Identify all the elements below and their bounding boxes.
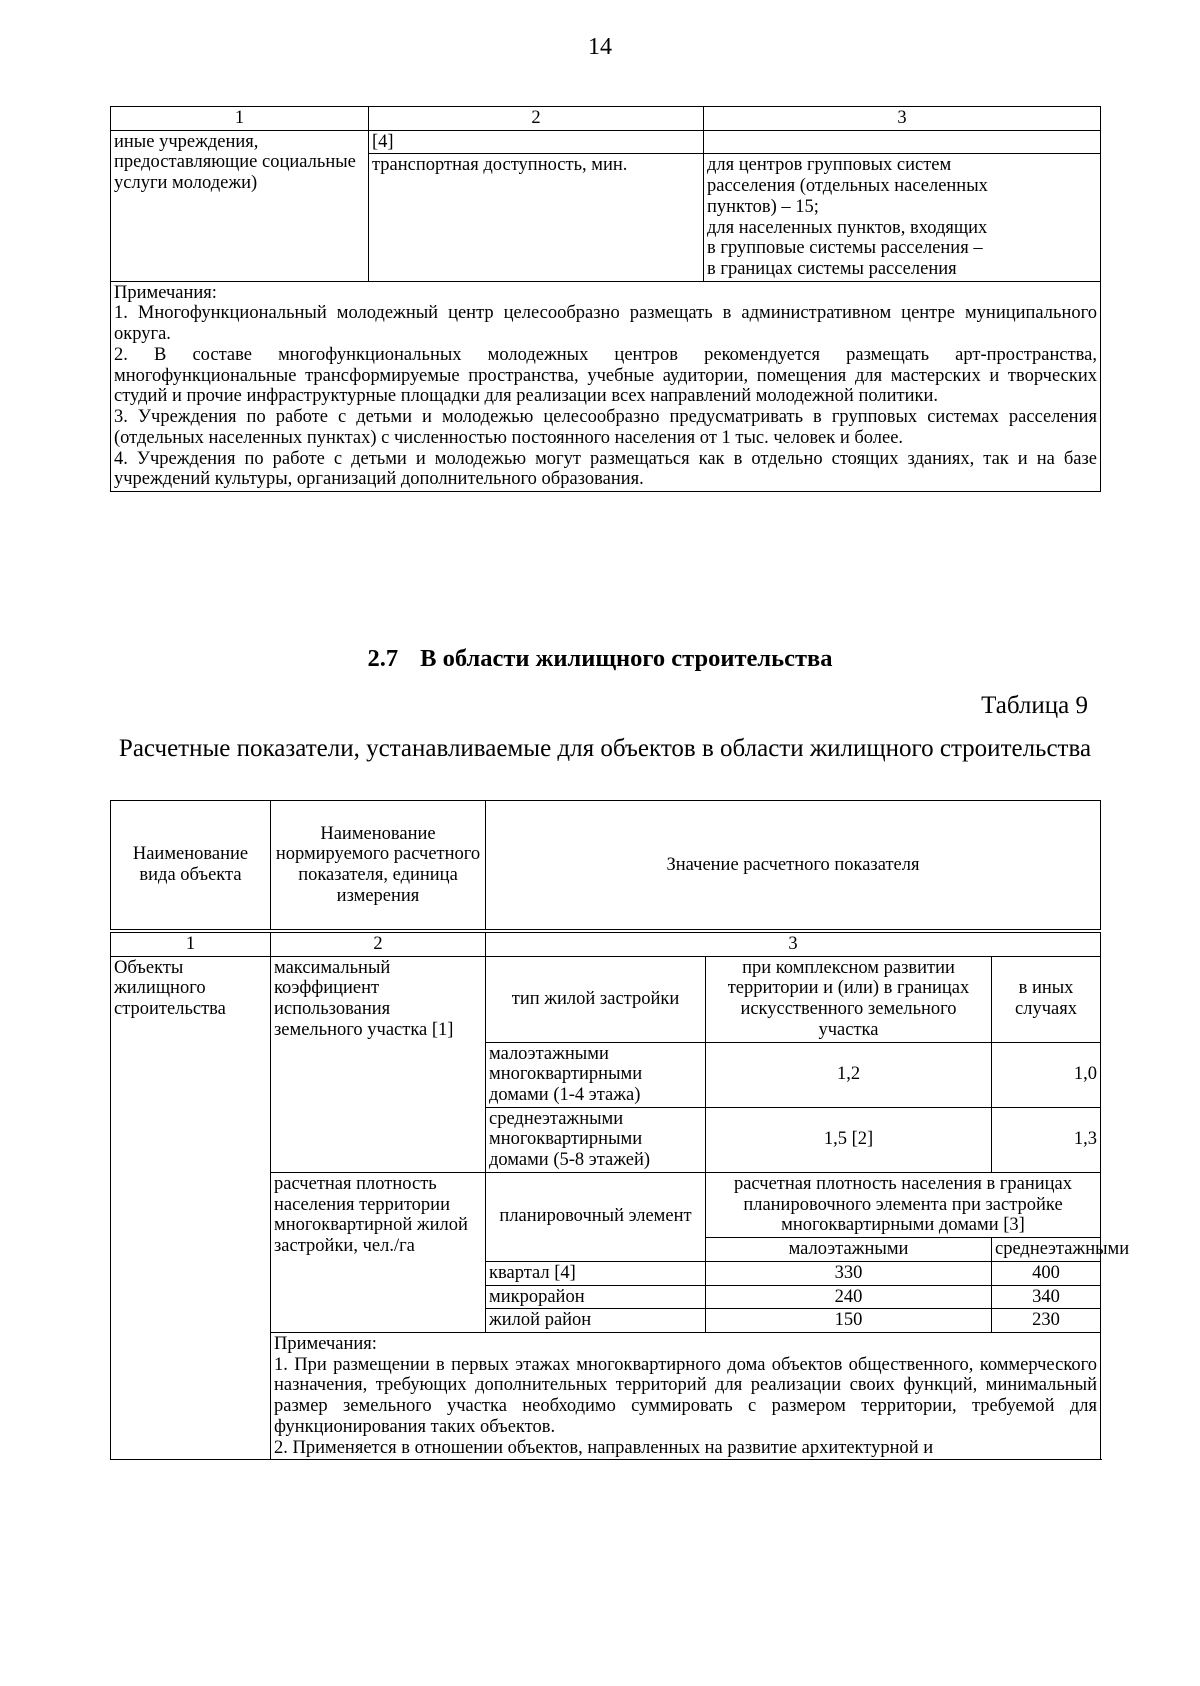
density-low-cell: 150	[706, 1309, 992, 1333]
value-line: пунктов) – 15;	[707, 196, 819, 217]
value-line: для центров групповых систем	[707, 155, 952, 176]
notes-title: Примечания:	[114, 282, 217, 303]
col-number-2: 2	[271, 931, 486, 956]
header-indicator: Наименование нормируемого расчетного показателя, единица измерения	[271, 801, 486, 932]
note-item: 2. Применяется в отношении объектов, направленных на развитие архитектурной и	[274, 1437, 934, 1458]
column-number-row	[111, 931, 1101, 956]
planning-element-cell: квартал [4]	[486, 1261, 706, 1285]
table-caption: Расчетные показатели, устанавливаемые для объектов в области жилищного строительства	[118, 735, 1092, 762]
subheader-other: в иных случаях	[992, 956, 1101, 1042]
value-cell	[704, 154, 1101, 281]
density-indicator-cell: расчетная плотность населения территории многоквартирной жилой застройки, чел./га	[271, 1172, 486, 1332]
subheader-density: расчетная плотность населения в границах планировочного элемента при застройке многоквартирными домами [3]	[706, 1172, 1101, 1237]
column-number-row	[111, 107, 1101, 131]
col-number-3: 3	[486, 931, 1101, 956]
coef-indicator-cell: максимальный коэффициент использования земельного участка [1]	[271, 956, 486, 1172]
planning-element-cell: жилой район	[486, 1309, 706, 1333]
coef-other-cell: 1,3	[992, 1107, 1101, 1172]
density-mid-cell: 230	[992, 1309, 1101, 1333]
notes-row	[111, 281, 1101, 491]
note-item: 2. В составе многофункциональных молодежных центров рекомендуется размещать арт-пространства, многофункциональные трансформируемые пространства, учебные аудитории, помещения для мастерских и творческих студий и прочие инфраструктурные площадки для реализации всех направлений молодежной политики.	[114, 344, 1097, 407]
coef-complex-cell: 1,5 [2]	[706, 1107, 992, 1172]
page-number: 14	[588, 34, 612, 60]
ref-cell: [4]	[369, 130, 704, 154]
subheader-mid-rise: среднеэтажными	[992, 1238, 1101, 1262]
table-row	[111, 956, 1101, 1042]
section-title: В области жилищного строительства	[420, 645, 833, 672]
value-line: расселения (отдельных населенных	[707, 176, 988, 197]
density-mid-cell: 340	[992, 1285, 1101, 1309]
building-type-cell: малоэтажными многоквартирными домами (1-4 этажа)	[486, 1042, 706, 1107]
header-row	[111, 801, 1101, 932]
object-name-cell: Объекты жилищного строительства	[111, 956, 271, 1460]
social-services-table-continued	[110, 106, 1101, 492]
note-item: 1. Многофункциональный молодежный центр целесообразно размещать в административном центре муниципального округа.	[114, 303, 1097, 345]
table-row	[111, 130, 1101, 154]
note-item: 3. Учреждения по работе с детьми и молодежью целесообразно предусматривать в групповых системах расселения (отдельных населенных пунктах) с численностью постоянного населения от 1 тыс. человек и более.	[114, 407, 1097, 448]
object-name-cell: иные учреждения, предоставляющие социальные услуги молодежи)	[111, 130, 369, 281]
note-item: 4. Учреждения по работе с детьми и молодежью могут размещаться как в отдельно стоящих зданиях, так и на базе учреждений культуры, организаций дополнительного образования.	[114, 448, 1097, 490]
subheader-building-type: тип жилой застройки	[486, 956, 706, 1042]
coef-other-cell: 1,0	[992, 1042, 1101, 1107]
header-value: Значение расчетного показателя	[486, 801, 1101, 932]
indicator-cell: транспортная доступность, мин.	[369, 154, 704, 281]
coef-complex-cell: 1,2	[706, 1042, 992, 1107]
table-number: Таблица 9	[981, 692, 1088, 719]
value-line: в групповые системы расселения –	[707, 238, 983, 259]
notes-title: Примечания:	[274, 1333, 377, 1354]
density-mid-cell: 400	[992, 1261, 1101, 1285]
col-number-1: 1	[111, 931, 271, 956]
note-item: 1. При размещении в первых этажах многоквартирного дома объектов общественного, коммерческого назначения, требующих дополнительных территорий для реализации своих функций, минимальный размер земельного участка необходимо суммировать с размером территории, требуемой для функционирования таких объектов.	[274, 1354, 1097, 1437]
notes-cell	[111, 281, 1101, 491]
value-line: для населенных пунктов, входящих	[707, 217, 988, 238]
planning-element-cell: микрорайон	[486, 1285, 706, 1309]
building-type-cell: среднеэтажными многоквартирными домами (5-8 этажей)	[486, 1107, 706, 1172]
col-number-1: 1	[111, 107, 369, 131]
header-object-type: Наименование вида объекта	[111, 801, 271, 932]
empty-cell	[704, 130, 1101, 154]
subheader-planning-element: планировочный элемент	[486, 1172, 706, 1261]
value-line: в границах системы расселения	[707, 259, 957, 280]
subheader-complex: при комплексном развитии территории и (или) в границах искусственного земельного участка	[706, 956, 992, 1042]
subheader-low-rise: малоэтажными	[706, 1238, 992, 1262]
housing-indicators-table	[110, 800, 1130, 1460]
density-low-cell: 330	[706, 1261, 992, 1285]
col-number-3: 3	[704, 107, 1101, 131]
density-low-cell: 240	[706, 1285, 992, 1309]
notes-cell	[271, 1332, 1101, 1459]
section-heading	[0, 645, 1200, 673]
section-number: 2.7	[367, 645, 399, 672]
col-number-2: 2	[369, 107, 704, 131]
